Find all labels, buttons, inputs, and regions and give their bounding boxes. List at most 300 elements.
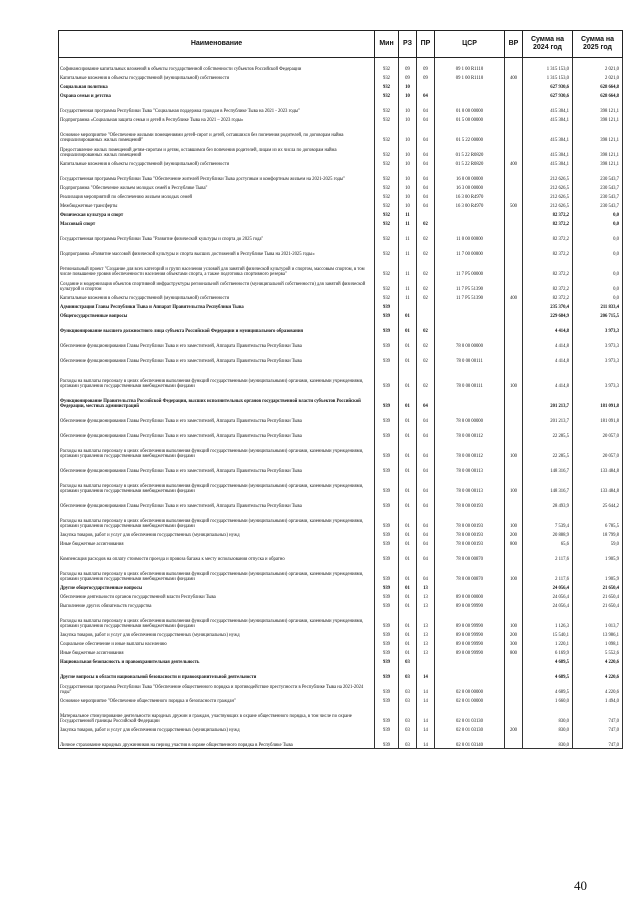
row-sum-2025: 398 121,1 (573, 144, 623, 159)
row-rz: 01 (399, 510, 417, 530)
row-rz: 01 (399, 410, 417, 425)
row-sum-2025: 13 986,1 (573, 630, 623, 639)
row-vr (505, 82, 523, 91)
row-min: 939 (375, 563, 399, 583)
table-row (59, 563, 623, 583)
row-sum-2025: 21 650,4 (573, 583, 623, 592)
row-pr: 13 (417, 630, 435, 639)
row-vr (505, 601, 523, 610)
row-csr: 02 0 01 03140 (435, 734, 505, 749)
row-pr: 09 (417, 58, 435, 73)
row-sum-2024: 212 626,5 (523, 192, 573, 201)
row-pr (417, 210, 435, 219)
row-pr (417, 657, 435, 666)
row-pr: 04 (417, 425, 435, 440)
row-min: 939 (375, 705, 399, 725)
table-row (59, 390, 623, 410)
row-min: 932 (375, 210, 399, 219)
row-rz: 01 (399, 440, 417, 460)
row-csr: 78 0 00 00113 (435, 475, 505, 495)
row-min: 932 (375, 91, 399, 100)
row-rz: 01 (399, 350, 417, 365)
row-sum-2024: 235 370,4 (523, 302, 573, 311)
table-row (59, 530, 623, 539)
row-name: Охрана семьи и детства (59, 91, 375, 100)
row-vr (505, 210, 523, 219)
row-name: Компенсация расходов на оплату стоимости проезда и провоза багажа к месту использования отпуска и обратно (59, 548, 375, 563)
row-pr: 13 (417, 592, 435, 601)
row-min: 939 (375, 725, 399, 734)
row-pr: 02 (417, 320, 435, 335)
row-pr: 14 (417, 696, 435, 705)
row-min: 939 (375, 681, 399, 696)
row-csr (435, 302, 505, 311)
row-name: Расходы на выплаты персоналу в целях обеспечения выполнения функций государственными (муниципальными) органами, казенными учреждениями, органами управления государственными внебюджетными фондами (59, 365, 375, 390)
row-name: Обеспечение функционирования Главы Республики Тыва и его заместителей, Аппарата Правительства Республики Тыва (59, 350, 375, 365)
row-vr (505, 548, 523, 563)
row-name: Общегосударственные вопросы (59, 311, 375, 320)
table-row (59, 210, 623, 219)
table-row (59, 365, 623, 390)
row-name: Подпрограмма "Обеспечение жильем молодых семей в Республике Тыва" (59, 183, 375, 192)
row-sum-2025: 3 973,3 (573, 335, 623, 350)
row-min: 932 (375, 58, 399, 73)
row-csr: 78 0 00 00000 (435, 410, 505, 425)
row-sum-2024: 2 117,6 (523, 563, 573, 583)
row-pr: 04 (417, 100, 435, 115)
row-rz: 03 (399, 657, 417, 666)
row-sum-2025: 1 905,9 (573, 548, 623, 563)
row-pr: 13 (417, 610, 435, 630)
row-vr (505, 681, 523, 696)
row-sum-2025: 1 013,7 (573, 610, 623, 630)
row-vr (505, 302, 523, 311)
row-sum-2025: 0,0 (573, 210, 623, 219)
row-min: 939 (375, 648, 399, 657)
row-sum-2025: 4 220,6 (573, 666, 623, 681)
row-pr: 14 (417, 705, 435, 725)
row-pr: 04 (417, 91, 435, 100)
row-csr: 01 5 00 00000 (435, 115, 505, 124)
row-min: 939 (375, 548, 399, 563)
row-vr (505, 350, 523, 365)
row-min: 939 (375, 390, 399, 410)
row-min: 932 (375, 183, 399, 192)
row-sum-2025: 21 650,4 (573, 601, 623, 610)
row-sum-2025: 230 543,7 (573, 168, 623, 183)
row-sum-2024: 2 117,6 (523, 548, 573, 563)
row-min: 932 (375, 73, 399, 82)
row-rz: 03 (399, 696, 417, 705)
row-csr (435, 91, 505, 100)
row-pr: 04 (417, 115, 435, 124)
row-min: 932 (375, 168, 399, 183)
row-rz: 11 (399, 258, 417, 278)
row-name: Иные бюджетные ассигнования (59, 539, 375, 548)
row-csr: 78 0 00 00111 (435, 350, 505, 365)
table-row (59, 725, 623, 734)
row-sum-2024: 4 414,8 (523, 365, 573, 390)
row-rz: 03 (399, 666, 417, 681)
row-name: Обеспечение функционирования Главы Республики Тыва и его заместителей, Аппарата Правительства Республики Тыва (59, 425, 375, 440)
row-sum-2024: 415 304,1 (523, 124, 573, 144)
row-sum-2024: 4 414,8 (523, 335, 573, 350)
row-name: Социальное обеспечение и иные выплаты населению (59, 639, 375, 648)
row-min: 939 (375, 460, 399, 475)
row-csr: 78 0 00 00193 (435, 530, 505, 539)
row-sum-2025: 3 973,3 (573, 350, 623, 365)
table-row (59, 666, 623, 681)
row-name: Личное страхование народных дружинников на период участия в охране общественного порядка в Республике Тыва (59, 734, 375, 749)
budget-table (58, 30, 623, 749)
row-min: 939 (375, 311, 399, 320)
row-rz: 10 (399, 168, 417, 183)
row-sum-2024: 830,0 (523, 725, 573, 734)
row-vr (505, 583, 523, 592)
row-pr: 02 (417, 278, 435, 293)
row-sum-2024: 82 372,2 (523, 278, 573, 293)
row-csr: 02 0 01 03130 (435, 705, 505, 725)
row-sum-2025: 6 785,5 (573, 510, 623, 530)
row-name: Государственная программа Республики Тыва "Социальная поддержка граждан в Республике Тыва на 2021 - 2023 годы" (59, 100, 375, 115)
row-sum-2024: 4 414,8 (523, 350, 573, 365)
row-vr (505, 58, 523, 73)
row-sum-2025: 20 057,0 (573, 440, 623, 460)
row-vr: 100 (505, 365, 523, 390)
row-rz: 09 (399, 73, 417, 82)
row-csr: 78 0 00 00113 (435, 460, 505, 475)
row-rz: 01 (399, 311, 417, 320)
row-min: 932 (375, 278, 399, 293)
row-name: Основное мероприятие "Обеспечение общественного порядка и безопасности граждан" (59, 696, 375, 705)
row-sum-2025: 2 021,0 (573, 58, 623, 73)
row-vr: 400 (505, 293, 523, 302)
row-name: Закупка товаров, работ и услуг для обеспечения государственных (муниципальных) нужд (59, 725, 375, 734)
row-sum-2024: 1 315 153,0 (523, 73, 573, 82)
row-csr (435, 666, 505, 681)
row-vr (505, 100, 523, 115)
row-vr (505, 460, 523, 475)
row-pr: 04 (417, 475, 435, 495)
table-row (59, 475, 623, 495)
table-row (59, 115, 623, 124)
row-csr (435, 583, 505, 592)
row-sum-2024: 20 888,9 (523, 530, 573, 539)
row-vr: 100 (505, 563, 523, 583)
row-min: 932 (375, 115, 399, 124)
row-pr: 02 (417, 335, 435, 350)
row-vr (505, 425, 523, 440)
row-min: 939 (375, 657, 399, 666)
row-rz: 01 (399, 475, 417, 495)
row-sum-2024: 24 056,4 (523, 583, 573, 592)
row-vr: 300 (505, 639, 523, 648)
table-row (59, 440, 623, 460)
row-min: 939 (375, 610, 399, 630)
row-sum-2024: 24 056,4 (523, 601, 573, 610)
page-number: 40 (574, 878, 587, 893)
row-sum-2024: 229 684,9 (523, 311, 573, 320)
row-min: 939 (375, 425, 399, 440)
table-row (59, 73, 623, 82)
row-vr (505, 390, 523, 410)
row-sum-2025: 0,0 (573, 258, 623, 278)
row-pr: 04 (417, 495, 435, 510)
row-min: 939 (375, 510, 399, 530)
row-vr (505, 228, 523, 243)
row-sum-2025: 133 484,8 (573, 460, 623, 475)
table-row (59, 183, 623, 192)
row-name: Основное мероприятие "Обеспечение жилыми помещениями детей-сирот и детей, оставшихся без попечения родителей, по договорам найма специализированных жилых помещений" (59, 124, 375, 144)
row-csr (435, 390, 505, 410)
row-pr: 02 (417, 219, 435, 228)
row-sum-2025: 398 121,1 (573, 115, 623, 124)
table-row (59, 657, 623, 666)
row-rz: 10 (399, 124, 417, 144)
row-vr (505, 495, 523, 510)
row-vr (505, 192, 523, 201)
table-row (59, 648, 623, 657)
row-rz: 10 (399, 144, 417, 159)
row-csr: 89 0 00 99990 (435, 610, 505, 630)
table-row (59, 91, 623, 100)
row-name: Создание и модернизация объектов спортивной инфраструктуры региональной собственности (муниципальной собственности) для занятий физической культурой и спортом (59, 278, 375, 293)
table-row (59, 335, 623, 350)
row-min: 932 (375, 258, 399, 278)
row-rz: 10 (399, 82, 417, 91)
row-csr: 09 1 00 R1110 (435, 73, 505, 82)
row-min: 932 (375, 192, 399, 201)
row-sum-2024: 4 689,5 (523, 666, 573, 681)
table-row (59, 144, 623, 159)
row-csr: 01 0 00 00000 (435, 100, 505, 115)
table-row (59, 302, 623, 311)
row-min: 939 (375, 530, 399, 539)
row-vr (505, 705, 523, 725)
row-csr (435, 210, 505, 219)
row-sum-2024: 1 126,3 (523, 610, 573, 630)
table-row (59, 278, 623, 293)
row-sum-2024: 415 304,1 (523, 115, 573, 124)
row-rz: 10 (399, 192, 417, 201)
row-sum-2024: 212 626,5 (523, 183, 573, 192)
row-sum-2025: 398 121,1 (573, 100, 623, 115)
row-pr: 09 (417, 73, 435, 82)
header-vr: ВР (505, 31, 523, 58)
row-pr: 13 (417, 601, 435, 610)
row-vr (505, 592, 523, 601)
row-csr: 89 0 00 99990 (435, 648, 505, 657)
row-sum-2025: 0,0 (573, 293, 623, 302)
row-sum-2025: 211 833,4 (573, 302, 623, 311)
row-vr (505, 657, 523, 666)
row-min: 939 (375, 410, 399, 425)
table-row (59, 243, 623, 258)
header-sum-2025: Сумма на 2025 год (573, 31, 623, 58)
row-name: Социальная политика (59, 82, 375, 91)
table-row (59, 705, 623, 725)
table-row (59, 58, 623, 73)
row-pr: 04 (417, 201, 435, 210)
row-sum-2024: 4 689,5 (523, 681, 573, 696)
row-min: 939 (375, 734, 399, 749)
row-vr (505, 168, 523, 183)
row-name: Региональный проект "Создание для всех категорий и групп населения условий для занятий физической культурой и спортом, массовым спортом, в том числе повышение уровня обеспеченности населения объектами спорта, а также подготовка спортивного резерва" (59, 258, 375, 278)
row-rz: 10 (399, 201, 417, 210)
table-row (59, 539, 623, 548)
row-rz: 03 (399, 734, 417, 749)
row-min: 932 (375, 243, 399, 258)
row-csr: 16 3 00 R4970 (435, 192, 505, 201)
row-name: Подпрограмма «Социальная защита семьи и детей в Республике Тыва на 2021 – 2023 годы» (59, 115, 375, 124)
row-min: 939 (375, 630, 399, 639)
row-rz: 01 (399, 563, 417, 583)
row-rz: 01 (399, 365, 417, 390)
row-csr: 02 0 00 00000 (435, 681, 505, 696)
table-row (59, 592, 623, 601)
row-csr: 11 7 P5 51390 (435, 293, 505, 302)
row-sum-2025: 230 543,7 (573, 192, 623, 201)
row-csr: 89 0 00 00000 (435, 592, 505, 601)
row-csr: 01 5 22 R0820 (435, 159, 505, 168)
header-csr: ЦСР (435, 31, 505, 58)
row-sum-2024: 148 316,7 (523, 475, 573, 495)
row-csr: 02 0 01 03130 (435, 725, 505, 734)
row-sum-2024: 627 930,6 (523, 82, 573, 91)
row-name: Софинансирование капитальных вложений в объекты государственной собственности субъектов Российской Федерации (59, 58, 375, 73)
row-min: 932 (375, 228, 399, 243)
row-vr (505, 335, 523, 350)
row-pr: 14 (417, 725, 435, 734)
row-min: 932 (375, 124, 399, 144)
row-sum-2025: 398 121,1 (573, 159, 623, 168)
row-vr (505, 243, 523, 258)
row-csr: 89 0 00 99990 (435, 601, 505, 610)
row-csr: 78 0 00 00193 (435, 539, 505, 548)
table-row (59, 510, 623, 530)
row-sum-2025: 5 552,6 (573, 648, 623, 657)
row-rz: 01 (399, 639, 417, 648)
row-sum-2024: 148 316,7 (523, 460, 573, 475)
row-sum-2025: 398 121,1 (573, 124, 623, 144)
row-csr: 11 0 00 00000 (435, 228, 505, 243)
row-rz: 09 (399, 58, 417, 73)
table-row (59, 410, 623, 425)
row-sum-2024: 201 213,7 (523, 410, 573, 425)
row-csr: 02 0 01 00000 (435, 696, 505, 705)
row-rz: 01 (399, 335, 417, 350)
row-sum-2025: 1 905,9 (573, 563, 623, 583)
row-vr: 100 (505, 510, 523, 530)
row-vr: 200 (505, 530, 523, 539)
row-sum-2024: 22 285,5 (523, 440, 573, 460)
row-pr (417, 311, 435, 320)
row-pr: 04 (417, 144, 435, 159)
row-pr: 13 (417, 648, 435, 657)
row-pr: 04 (417, 124, 435, 144)
row-sum-2025: 1 494,0 (573, 696, 623, 705)
row-name: Обеспечение функционирования Главы Республики Тыва и его заместителей, Аппарата Правительства Республики Тыва (59, 460, 375, 475)
table-row (59, 159, 623, 168)
row-sum-2025: 21 650,4 (573, 592, 623, 601)
row-rz: 01 (399, 390, 417, 410)
table-row (59, 82, 623, 91)
row-csr (435, 320, 505, 335)
row-sum-2025: 20 057,0 (573, 425, 623, 440)
header-min: Мин (375, 31, 399, 58)
row-csr: 09 1 00 R1110 (435, 58, 505, 73)
row-sum-2024: 201 213,7 (523, 390, 573, 410)
row-sum-2024: 627 930,6 (523, 91, 573, 100)
row-csr: 11 7 P5 00000 (435, 258, 505, 278)
row-csr (435, 219, 505, 228)
row-rz: 01 (399, 592, 417, 601)
row-rz: 11 (399, 293, 417, 302)
row-sum-2024: 82 372,2 (523, 293, 573, 302)
row-name: Расходы на выплаты персоналу в целях обеспечения выполнения функций государственными (муниципальными) органами, казенными учреждениями, органами управления государственными внебюджетными фондами (59, 440, 375, 460)
row-rz: 01 (399, 539, 417, 548)
row-sum-2024: 1 220,1 (523, 639, 573, 648)
row-pr: 13 (417, 639, 435, 648)
row-sum-2024: 15 540,1 (523, 630, 573, 639)
table-row (59, 681, 623, 696)
row-vr (505, 144, 523, 159)
row-csr: 01 5 22 R0820 (435, 144, 505, 159)
row-min: 932 (375, 293, 399, 302)
row-pr: 04 (417, 460, 435, 475)
row-pr: 02 (417, 365, 435, 390)
row-min: 939 (375, 601, 399, 610)
row-sum-2025: 59,0 (573, 539, 623, 548)
row-vr: 500 (505, 201, 523, 210)
row-sum-2024: 212 626,5 (523, 201, 573, 210)
row-pr: 04 (417, 168, 435, 183)
table-header-row (59, 31, 623, 58)
row-rz: 01 (399, 548, 417, 563)
row-csr (435, 657, 505, 666)
row-name: Физическая культура и спорт (59, 210, 375, 219)
row-sum-2024: 82 372,2 (523, 228, 573, 243)
row-sum-2025: 3 973,3 (573, 365, 623, 390)
header-pr: ПР (417, 31, 435, 58)
row-csr: 16 3 00 00000 (435, 183, 505, 192)
row-sum-2024: 24 056,4 (523, 592, 573, 601)
row-min: 939 (375, 320, 399, 335)
row-sum-2024: 4 689,5 (523, 657, 573, 666)
row-rz: 03 (399, 705, 417, 725)
row-rz (399, 302, 417, 311)
header-sum-2024: Сумма на 2024 год (523, 31, 573, 58)
row-vr (505, 91, 523, 100)
row-rz: 10 (399, 100, 417, 115)
row-vr (505, 219, 523, 228)
row-vr (505, 183, 523, 192)
row-pr: 04 (417, 183, 435, 192)
row-csr: 78 0 00 00193 (435, 510, 505, 530)
row-min: 939 (375, 539, 399, 548)
row-name: Расходы на выплаты персоналу в целях обеспечения выполнения функций государственными (муниципальными) органами, казенными учреждениями, органами управления государственными внебюджетными фондами (59, 510, 375, 530)
row-name: Другие общегосударственные вопросы (59, 583, 375, 592)
row-rz: 03 (399, 725, 417, 734)
header-name: Наименование (59, 31, 375, 58)
row-csr (435, 82, 505, 91)
row-csr: 16 3 00 R4970 (435, 201, 505, 210)
row-min: 939 (375, 696, 399, 705)
row-name: Выполнение других обязательств государства (59, 601, 375, 610)
table-row (59, 201, 623, 210)
table-row (59, 311, 623, 320)
row-sum-2024: 65,6 (523, 539, 573, 548)
